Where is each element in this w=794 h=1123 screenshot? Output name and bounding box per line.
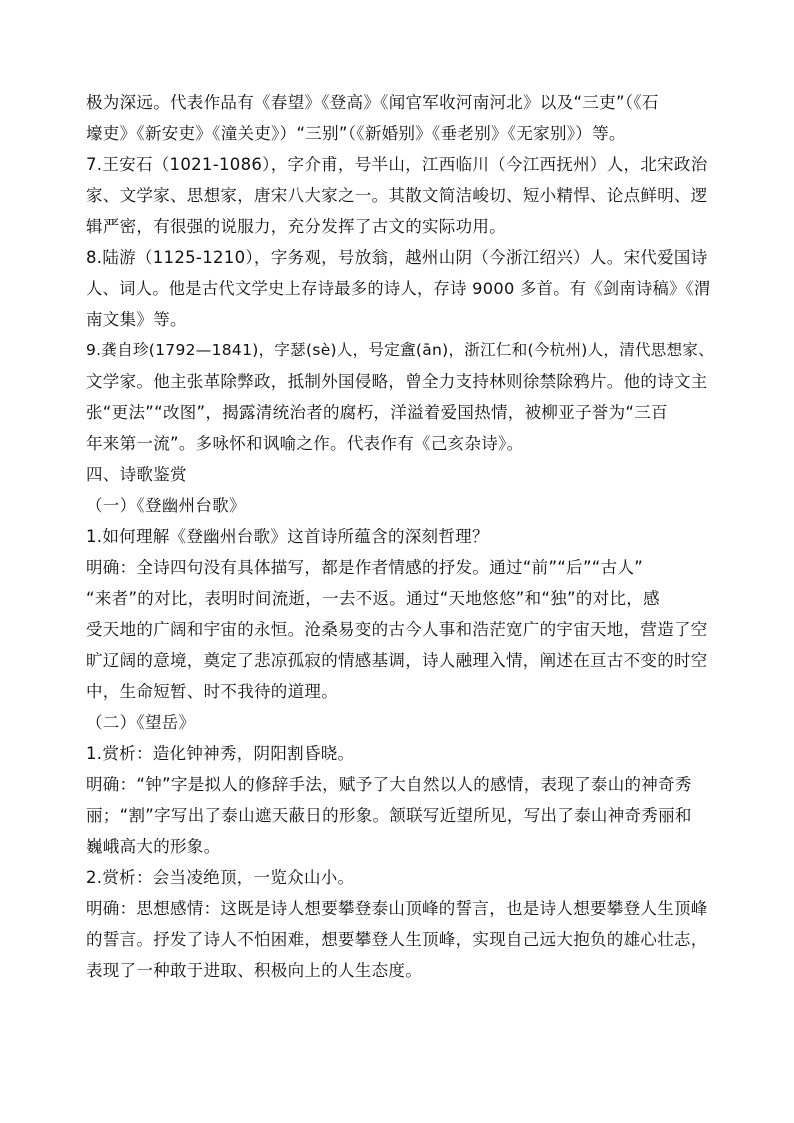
text-line: 的誓言。抒发了诗人不怕困难，想要攀登人生顶峰，实现自己远大抱负的雄心壮志， [86, 930, 708, 949]
text-line: 8.陆游（1125-1210），字务观，号放翁，越州山阴（今浙江绍兴）人。宋代爱国诗 [86, 248, 708, 267]
text-line: 家、文学家、思想家，唐宋八大家之一。其散文简洁峻切、短小精悍、论点鲜明、逻 [86, 186, 708, 205]
text-line: “来者”的对比，表明时间流逝，一去不返。通过“天地悠悠”和“独”的对比，感 [86, 589, 660, 608]
text-line: 明确：思想感情：这既是诗人想要攀登泰山顶峰的誓言，也是诗人想要攀登人生顶峰 [86, 899, 708, 918]
section-heading: 四、诗歌鉴赏 [86, 465, 187, 484]
text-line: 旷辽阔的意境，奠定了悲凉孤寂的情感基调，诗人融理入情，阐述在亘古不变的时空 [86, 651, 708, 670]
text-line: 9.龚自珍(1792—1841)，字瑟(sè)人，号定盦(ān)，浙江仁和(今杭州)人，清代思想家、 [86, 341, 714, 359]
text-line: 7.王安石（1021-1086），字介甫，号半山，江西临川（今江西抚州）人，北宋政治 [86, 155, 708, 174]
text-line: 明确：全诗四句没有具体描写，都是作者情感的抒发。通过“前”“后”“古人” [86, 558, 644, 577]
text-line: 极为深远。代表作品有《春望》《登高》《闻官军收河南河北》以及“三吏”（《石 [86, 93, 659, 112]
text-line: 丽；“割”字写出了泰山遮天蔽日的形象。颔联写近望所见，写出了泰山神奇秀丽和 [86, 806, 692, 825]
text-line: 表现了一种敢于进取、积极向上的人生态度。 [86, 961, 422, 980]
text-line: 中，生命短暂、时不我待的道理。 [86, 682, 338, 701]
text-line: 辑严密，有很强的说服力，充分发挥了古文的实际功用。 [86, 217, 506, 236]
question-line: 2.赏析：会当凌绝顶，一览众山小。 [86, 868, 355, 887]
text-line: 受天地的广阔和宇宙的永恒。沧桑易变的古今人事和浩茫宽广的宇宙天地，营造了空 [86, 620, 708, 639]
text-line: 南文集》等。 [86, 310, 187, 329]
subsection-heading: （一）《登幽州台歌》 [86, 496, 246, 515]
text-line: 年来第一流”。多咏怀和讽喻之作。代表作有《己亥杂诗》。 [86, 434, 524, 453]
text-line: 明确：“钟”字是拟人的修辞手法，赋予了大自然以人的感情，表现了泰山的神奇秀 [86, 775, 692, 794]
document-page [86, 87, 716, 986]
question-line: 1.如何理解《登幽州台歌》这首诗所蕴含的深刻哲理？ [86, 527, 489, 546]
subsection-heading: （二）《望岳》 [86, 713, 196, 732]
text-line: 人、词人。他是古代文学史上存诗最多的诗人，存诗 9000 多首。有《剑南诗稿》《渭 [86, 279, 711, 298]
text-line: 文学家。他主张革除弊政，抵制外国侵略，曾全力支持林则徐禁除鸦片。他的诗文主 [86, 372, 708, 391]
text-line: 张“更法”“改图”，揭露清统治者的腐朽，洋溢着爱国热情，被柳亚子誉为“三百 [86, 403, 668, 422]
question-line: 1.赏析：造化钟神秀，阴阳割昏晓。 [86, 744, 355, 763]
text-line: 壕吏》《新安吏》《潼关吏》）“三别”（《新婚别》《垂老别》《无家别》）等。 [86, 124, 626, 143]
text-line: 巍峨高大的形象。 [86, 837, 221, 856]
